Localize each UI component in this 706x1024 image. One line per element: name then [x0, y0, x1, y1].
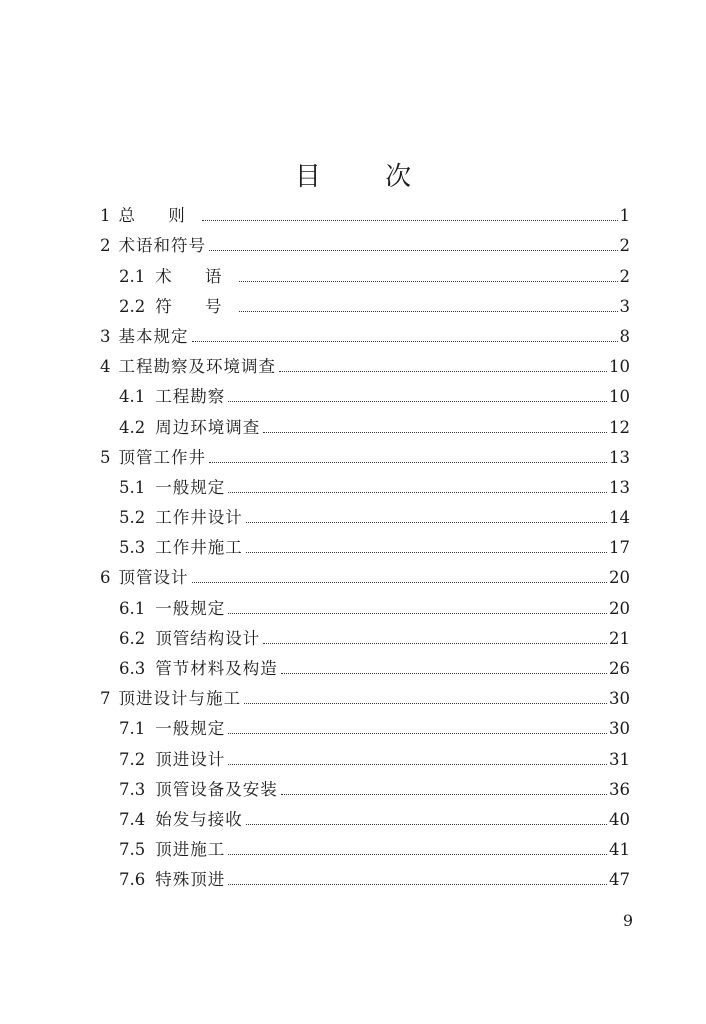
dot-leader	[281, 673, 607, 674]
toc-entry-number: 5	[100, 447, 111, 467]
toc-entry[interactable]	[100, 528, 630, 558]
toc-entry-page: 41	[609, 840, 630, 860]
dot-leader	[192, 341, 618, 342]
dot-leader	[228, 764, 607, 765]
toc-entry-number: 5.1	[119, 477, 146, 497]
toc-entry-number: 7.3	[119, 779, 146, 799]
toc-entry-title: 工作井设计	[155, 508, 243, 528]
toc-entry-page: 13	[609, 477, 630, 497]
dot-leader	[246, 522, 607, 523]
toc-entry-title: 管节材料及构造	[155, 659, 278, 678]
toc-entry[interactable]	[100, 377, 630, 407]
toc-entry-title: 顶管工作井	[118, 447, 206, 467]
toc-entry-page: 31	[609, 749, 630, 769]
page-title: 目 次	[294, 162, 440, 192]
toc-entry-page: 30	[609, 719, 630, 739]
dot-leader	[209, 250, 618, 251]
toc-entry-page: 20	[609, 568, 630, 588]
dot-leader	[228, 492, 607, 493]
toc-entry-page: 10	[609, 357, 630, 377]
toc-entry-page: 12	[609, 417, 630, 437]
toc-entry[interactable]	[100, 739, 630, 769]
toc-entry-page: 2	[619, 266, 630, 286]
toc-entry-title: 顶管设备及安装	[155, 779, 278, 799]
toc-entry-page: 21	[609, 628, 630, 648]
dot-leader	[209, 462, 607, 463]
toc-entry-title: 一般规定	[155, 719, 226, 739]
toc-entry-title: 顶管设计	[118, 568, 189, 588]
dot-leader	[228, 401, 607, 402]
toc-entry[interactable]	[100, 347, 630, 377]
toc-entry-title: 符 号	[155, 296, 236, 316]
toc-entry-title: 基本规定	[118, 326, 189, 346]
toc-entry-title: 周边环境调查	[155, 417, 261, 437]
toc-entry[interactable]	[100, 830, 630, 860]
dot-leader	[246, 552, 607, 553]
toc-entry-number: 7.1	[119, 719, 146, 739]
toc-entry-number: 2.1	[119, 266, 146, 286]
toc-entry-page: 8	[619, 326, 630, 346]
page-number: 9	[622, 911, 633, 930]
dot-leader	[192, 582, 608, 583]
toc-entry-page: 13	[609, 447, 630, 467]
toc-entry[interactable]	[100, 709, 630, 739]
toc-entry-number: 2.2	[119, 296, 146, 316]
toc-entry[interactable]	[100, 407, 630, 437]
toc-entry[interactable]	[100, 287, 630, 317]
toc-entry-number: 6	[100, 568, 111, 588]
dot-leader	[281, 794, 607, 795]
toc-entry-title: 特殊顶进	[155, 870, 226, 890]
toc-entry[interactable]	[100, 438, 630, 468]
toc-entry-title: 工程勘察及环境调查	[118, 357, 276, 377]
toc-entry-title: 术语和符号	[118, 236, 206, 256]
dot-leader	[246, 824, 607, 825]
toc-entry-page: 40	[609, 809, 630, 829]
dot-leader	[228, 884, 607, 885]
toc-entry-number: 3	[100, 326, 111, 346]
toc-entry-number: 6.2	[119, 628, 146, 648]
table-of-contents	[100, 196, 630, 890]
toc-entry-title: 工程勘察	[155, 387, 226, 407]
toc-entry-page: 47	[609, 870, 630, 890]
dot-leader	[239, 281, 618, 282]
dot-leader	[202, 220, 618, 221]
toc-entry-page: 3	[619, 296, 630, 316]
toc-entry[interactable]	[100, 649, 630, 679]
toc-entry-title: 顶进施工	[155, 840, 226, 860]
toc-entry-number: 6.1	[119, 598, 146, 618]
dot-leader	[263, 643, 607, 644]
toc-entry-number: 4	[100, 357, 111, 377]
toc-entry-page: 26	[609, 659, 630, 678]
toc-entry[interactable]	[100, 800, 630, 830]
toc-entry-number: 7.6	[119, 870, 146, 890]
toc-entry-title: 术 语	[155, 266, 236, 286]
toc-entry-number: 6.3	[119, 659, 146, 678]
toc-entry-number: 7	[100, 689, 111, 709]
toc-entry[interactable]	[100, 679, 630, 709]
dot-leader	[263, 432, 607, 433]
toc-entry-page: 10	[609, 387, 630, 407]
toc-entry-page: 17	[609, 538, 630, 558]
toc-entry-number: 7.5	[119, 840, 146, 860]
dot-leader	[239, 311, 618, 312]
toc-entry-page: 30	[609, 689, 630, 709]
toc-entry-title: 工作井施工	[155, 538, 243, 558]
toc-entry-number: 5.2	[119, 508, 146, 528]
toc-entry[interactable]	[100, 860, 630, 890]
toc-entry[interactable]	[100, 468, 630, 498]
toc-entry[interactable]	[100, 317, 630, 347]
toc-entry-page: 2	[619, 236, 630, 256]
toc-entry-number: 4.2	[119, 417, 146, 437]
toc-entry-number: 7.2	[119, 749, 146, 769]
dot-leader	[279, 371, 607, 372]
toc-entry-title: 一般规定	[155, 477, 226, 497]
dot-leader	[228, 854, 607, 855]
toc-entry[interactable]	[100, 588, 630, 618]
toc-entry[interactable]	[100, 558, 630, 588]
toc-entry-title: 顶进设计与施工	[118, 689, 241, 709]
toc-entry-title: 顶管结构设计	[155, 628, 261, 648]
toc-entry-title: 总 则	[118, 206, 199, 226]
toc-entry-number: 5.3	[119, 538, 146, 558]
toc-entry-page: 36	[609, 779, 630, 799]
dot-leader	[244, 703, 607, 704]
toc-entry-number: 2	[100, 236, 111, 256]
toc-entry-title: 一般规定	[155, 598, 226, 618]
toc-entry[interactable]	[100, 498, 630, 528]
toc-entry-page: 14	[609, 508, 630, 528]
toc-entry-number: 4.1	[119, 387, 146, 407]
toc-entry-number: 7.4	[119, 809, 146, 829]
toc-entry-page: 20	[609, 598, 630, 618]
toc-entry[interactable]	[100, 196, 630, 226]
toc-entry-title: 始发与接收	[155, 809, 243, 829]
dot-leader	[228, 733, 607, 734]
toc-entry-page: 1	[619, 206, 630, 226]
dot-leader	[228, 613, 607, 614]
toc-entry[interactable]	[100, 619, 630, 649]
toc-entry-title: 顶进设计	[155, 749, 226, 769]
toc-entry[interactable]	[100, 226, 630, 256]
toc-entry[interactable]	[100, 256, 630, 286]
toc-entry-number: 1	[100, 206, 111, 226]
toc-entry[interactable]	[100, 770, 630, 800]
